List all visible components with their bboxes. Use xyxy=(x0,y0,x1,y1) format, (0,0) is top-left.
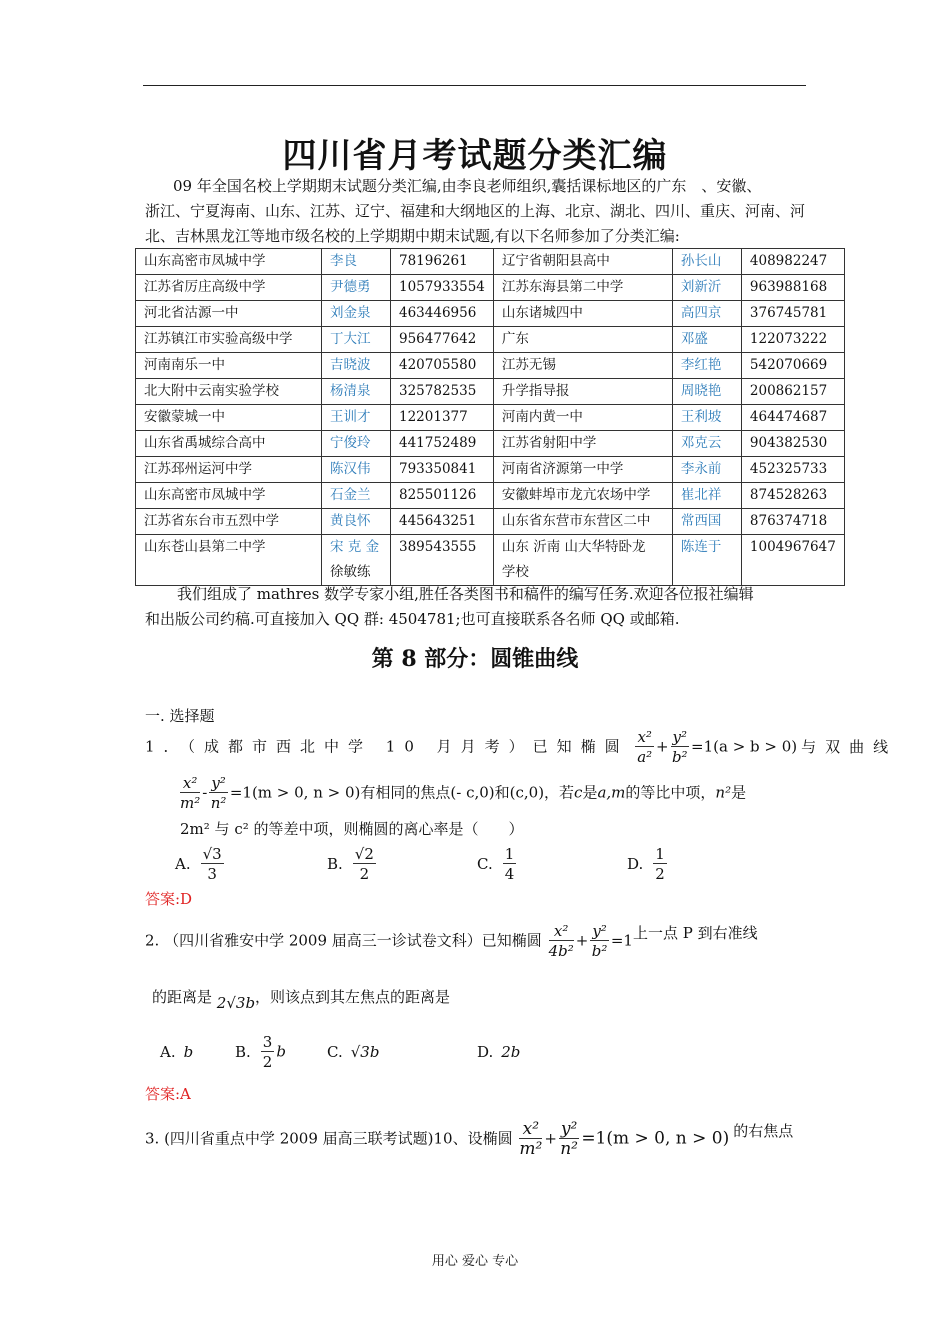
q2-answer: 答案:A xyxy=(145,1085,191,1103)
fraction: $\frac{\text{x²}}{\text{a²}}$ xyxy=(637,728,653,766)
teacher-name-cell: 石金兰 xyxy=(322,483,391,509)
school-cell: 江苏邳州运河中学 xyxy=(136,457,322,483)
fraction: $\frac{\text{x²}}{\text{4b²}}$ xyxy=(548,922,574,960)
fraction: $\frac{\text{y²}}{\text{n²}}$ xyxy=(560,1119,578,1159)
school-cell: 安徽蒙城一中 xyxy=(136,405,322,431)
school-cell: 安徽蚌埠市龙亢农场中学 xyxy=(493,483,672,509)
option-c: C. $\frac{1}{4}$ xyxy=(477,845,515,883)
option-b: B. $\frac{√2}{2}$ xyxy=(327,845,374,883)
school-cell: 江苏省射阳中学 xyxy=(493,431,672,457)
table-row xyxy=(136,275,845,301)
school-cell: 山东诸城四中 xyxy=(493,301,672,327)
qq-cell: 542070669 xyxy=(741,353,844,379)
fraction: $\frac{\text{x²}}{\text{m²}}$ xyxy=(180,774,201,812)
table-row xyxy=(136,327,845,353)
section-heading: 第 8 部分：圆锥曲线 xyxy=(371,646,579,672)
outro-line: 和出版公司约稿.可直接加入 QQ 群: 4504781;也可直接联系各名师 QQ 或邮箱. xyxy=(145,610,680,628)
page-title: 四川省月考试题分类汇编 xyxy=(282,136,668,176)
qq-cell: 464474687 xyxy=(741,405,844,431)
table-row xyxy=(136,509,845,535)
teacher-name-cell: 邓克云 xyxy=(672,431,741,457)
q2-options xyxy=(160,1033,760,1072)
school-cell: 升学指导报 xyxy=(493,379,672,405)
q2-line2: 的距离是 2√3b，则该点到其左焦点的距离是 xyxy=(152,988,451,1012)
qq-cell: 200862157 xyxy=(741,379,844,405)
school-cell: 江苏无锡 xyxy=(493,353,672,379)
fraction: $\frac{√3}{3}$ xyxy=(202,845,222,883)
school-cell: 江苏省厉庄高级中学 xyxy=(136,275,322,301)
school-cell: 山东苍山县第二中学 xyxy=(136,535,322,586)
qq-cell: 420705580 xyxy=(391,353,494,379)
qq-cell: 1004967647 xyxy=(741,535,844,586)
option-d: D. 2b xyxy=(477,1042,521,1061)
qq-cell: 963988168 xyxy=(741,275,844,301)
fraction: $\frac{\text{y²}}{\text{n²}}$ xyxy=(210,774,227,812)
qq-cell: 441752489 xyxy=(391,431,494,457)
qq-cell: 389543555 xyxy=(391,535,494,586)
fraction: $\frac{\text{x²}}{\text{m²}}$ xyxy=(519,1119,543,1159)
school-cell: 河南省济源第一中学 xyxy=(493,457,672,483)
teacher-name-cell: 邓盛 xyxy=(672,327,741,353)
qq-cell: 122073222 xyxy=(741,327,844,353)
fraction: $\frac{1}{4}$ xyxy=(504,845,515,883)
school-cell: 山东高密市凤城中学 xyxy=(136,483,322,509)
q3-line1: 3. (四川省重点中学 2009 届高三联考试题)10、设椭圆 $\frac{\text{x²}}{\text{m²}}$ + $\frac{\text{y²}}{\text{n²}}$ =1(m > 0, n > 0) 的右焦点 xyxy=(145,1119,794,1159)
option-d: D. $\frac{1}{2}$ xyxy=(627,845,665,883)
table-row xyxy=(136,353,845,379)
teacher-name-cell: 刘新沂 xyxy=(672,275,741,301)
q1-tail: 与双曲线 xyxy=(801,737,898,756)
table-row xyxy=(136,535,845,586)
teacher-name-cell: 陈连于 xyxy=(672,535,741,586)
qq-cell: 463446956 xyxy=(391,301,494,327)
qq-cell: 12201377 xyxy=(391,405,494,431)
teacher-table xyxy=(135,248,845,586)
school-cell: 山东省东营市东营区二中 xyxy=(493,509,672,535)
qq-cell: 376745781 xyxy=(741,301,844,327)
table-row xyxy=(136,457,845,483)
school-cell: 江苏镇江市实验高级中学 xyxy=(136,327,322,353)
school-cell: 山东省禹城综合高中 xyxy=(136,431,322,457)
table-row xyxy=(136,379,845,405)
qq-cell: 874528263 xyxy=(741,483,844,509)
q1-line1: 1．（成都市西北中学 10 月月考）已知椭圆 $\frac{\text{x²}}{\text{a²}}$ + $\frac{\text{y²}}{\text{b²}}$ =1(a > b > 0) 与双曲线 xyxy=(145,728,898,766)
intro-line: 北、吉林黑龙江等地市级名校的上学期期中期末试题,有以下名师参加了分类汇编: xyxy=(145,227,680,245)
teacher-name-cell: 常西国 xyxy=(672,509,741,535)
fraction: $\frac{3}{2}$ xyxy=(262,1033,273,1071)
school-cell: 河北省沽源一中 xyxy=(136,301,322,327)
page-footer: 用心 爱心 专心 xyxy=(431,1254,519,1269)
teacher-name-cell: 李红艳 xyxy=(672,353,741,379)
teacher-name-cell: 丁大江 xyxy=(322,327,391,353)
teacher-name-cell: 王训才 xyxy=(322,405,391,431)
q1-condition: =1(a > b > 0) xyxy=(691,737,798,756)
qq-cell: 78196261 xyxy=(391,249,494,275)
q1-line3: 2m² 与 c² 的等差中项，则椭圆的离心率是（ ） xyxy=(180,820,524,838)
teacher-name-cell: 周晓艳 xyxy=(672,379,741,405)
table-row xyxy=(136,405,845,431)
teacher-name-cell: 陈汉伟 xyxy=(322,457,391,483)
fraction: $\frac{\text{y²}}{\text{b²}}$ xyxy=(671,728,688,766)
table-row xyxy=(136,483,845,509)
teacher-name-cell: 李良 xyxy=(322,249,391,275)
school-cell: 河南南乐一中 xyxy=(136,353,322,379)
table-row xyxy=(136,301,845,327)
fraction: $\frac{1}{2}$ xyxy=(655,845,665,883)
qq-cell: 445643251 xyxy=(391,509,494,535)
q1-line2: $\frac{\text{x²}}{\text{m²}}$ - $\frac{\text{y²}}{\text{n²}}$ =1(m > 0, n > 0)有相同的焦点(- c,0)和(c,0)，若c是a,m的等比中项，n²是 xyxy=(180,774,747,812)
q1-answer: 答案:D xyxy=(145,890,193,908)
q1-lead: 1．（成都市西北中学 10 月月考）已知椭圆 xyxy=(145,737,629,756)
outro-paragraph xyxy=(145,582,810,632)
qq-cell: 325782535 xyxy=(391,379,494,405)
header-rule xyxy=(143,85,806,86)
school-cell: 北大附中云南实验学校 xyxy=(136,379,322,405)
fraction: $\frac{√2}{2}$ xyxy=(354,845,374,883)
outro-line: 我们组成了 mathres 数学专家小组,胜任各类图书和稿件的编写任务.欢迎各位报社编辑 xyxy=(177,585,754,603)
teacher-name-cell: 宋 克 金 徐敏练 xyxy=(322,535,391,586)
option-b: B. $\frac{3}{2}$ b xyxy=(235,1033,286,1071)
qq-cell: 904382530 xyxy=(741,431,844,457)
teacher-name-cell: 崔北祥 xyxy=(672,483,741,509)
school-cell: 广东 xyxy=(493,327,672,353)
school-cell: 江苏省东台市五烈中学 xyxy=(136,509,322,535)
school-cell: 山东高密市凤城中学 xyxy=(136,249,322,275)
fraction: $\frac{\text{y²}}{\text{b²}}$ xyxy=(591,922,608,960)
teacher-name-cell: 孙长山 xyxy=(672,249,741,275)
teacher-name-cell: 高四京 xyxy=(672,301,741,327)
teacher-name-cell: 杨清泉 xyxy=(322,379,391,405)
qq-cell: 452325733 xyxy=(741,457,844,483)
q2-line1: 2. （四川省雅安中学 2009 届高三一诊试卷文科）已知椭圆 $\frac{\text{x²}}{\text{4b²}}$ + $\frac{\text{y²}}{\text{b²}}$ =1上一点 P 到右准线 xyxy=(145,922,758,960)
table-row xyxy=(136,431,845,457)
qq-cell: 876374718 xyxy=(741,509,844,535)
option-a: A. b xyxy=(160,1042,194,1061)
teacher-name-cell: 吉晓波 xyxy=(322,353,391,379)
table-row xyxy=(136,249,845,275)
qq-cell: 956477642 xyxy=(391,327,494,353)
question-type: 一. 选择题 xyxy=(145,707,215,725)
qq-cell: 825501126 xyxy=(391,483,494,509)
school-cell: 辽宁省朝阳县高中 xyxy=(493,249,672,275)
qq-cell: 793350841 xyxy=(391,457,494,483)
teacher-name-cell: 黄良怀 xyxy=(322,509,391,535)
intro-line: 09 年全国名校上学期期末试题分类汇编,由李良老师组织,囊括课标地区的广东 、安徽、 xyxy=(173,177,762,195)
school-cell: 江苏东海县第二中学 xyxy=(493,275,672,301)
school-cell: 河南内黄一中 xyxy=(493,405,672,431)
teacher-name-cell: 李永前 xyxy=(672,457,741,483)
qq-cell: 1057933554 xyxy=(391,275,494,301)
option-c: C. √3b xyxy=(327,1042,380,1061)
intro-paragraph xyxy=(145,174,810,249)
qq-cell: 408982247 xyxy=(741,249,844,275)
intro-line: 浙江、宁夏海南、山东、江苏、辽宁、福建和大纲地区的上海、北京、湖北、四川、重庆、河南、河 xyxy=(145,202,806,220)
teacher-name-cell: 宁俊玲 xyxy=(322,431,391,457)
q1-options xyxy=(175,845,815,884)
teacher-name-cell: 刘金泉 xyxy=(322,301,391,327)
teacher-name-cell: 尹德勇 xyxy=(322,275,391,301)
school-cell: 山东 沂南 山大华特卧龙 学校 xyxy=(493,535,672,586)
teacher-name-cell: 王利坡 xyxy=(672,405,741,431)
option-a: A. $\frac{√3}{3}$ xyxy=(175,845,222,883)
